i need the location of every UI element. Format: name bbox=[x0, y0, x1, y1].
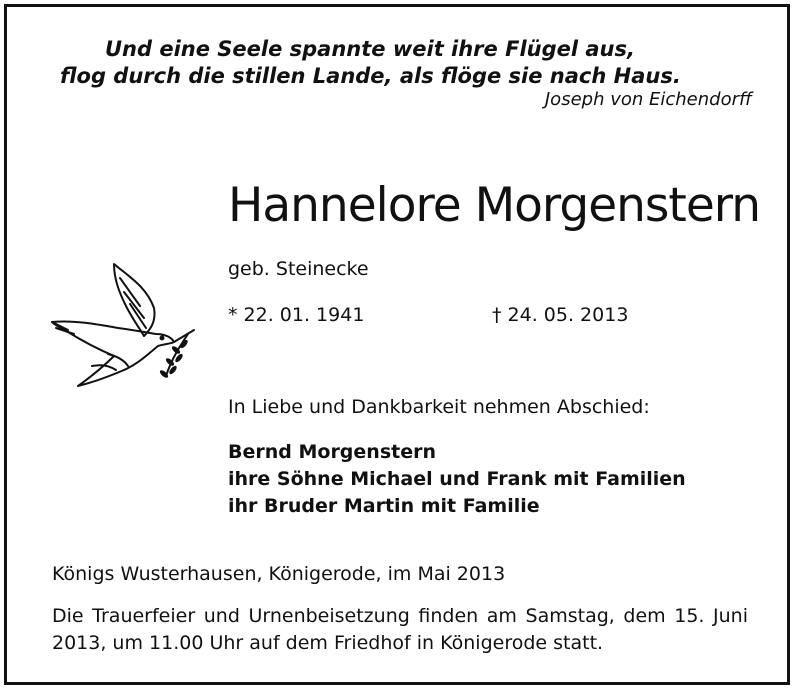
mourner-line: ihre Söhne Michael und Frank mit Familien bbox=[228, 468, 686, 490]
farewell-intro: In Liebe und Dankbarkeit nehmen Abschied: bbox=[228, 396, 650, 418]
funeral-notice: Die Trauerfeier und Urnenbeisetzung finden am Samstag, dem 15. Juni 2013, um 11.00 Uhr auf dem Friedhof in Königerode statt. bbox=[52, 605, 748, 654]
death-date: † 24. 05. 2013 bbox=[492, 304, 629, 326]
epigraph-author: Joseph von Eichendorff bbox=[544, 89, 752, 110]
maiden-name: geb. Steinecke bbox=[228, 258, 369, 280]
place-and-date: Königs Wusterhausen, Königerode, im Mai 2013 bbox=[52, 563, 506, 585]
epigraph-line-1: Und eine Seele spannte weit ihre Flügel aus, bbox=[105, 37, 635, 61]
dove-icon bbox=[48, 258, 198, 392]
mourner-line: ihr Bruder Martin mit Familie bbox=[228, 495, 540, 517]
mourner-line: Bernd Morgenstern bbox=[228, 441, 436, 463]
birth-date: * 22. 01. 1941 bbox=[228, 304, 365, 326]
deceased-name: Hannelore Morgenstern bbox=[228, 178, 761, 233]
epigraph-line-2: flog durch die stillen Lande, als flöge sie nach Haus. bbox=[60, 64, 681, 88]
